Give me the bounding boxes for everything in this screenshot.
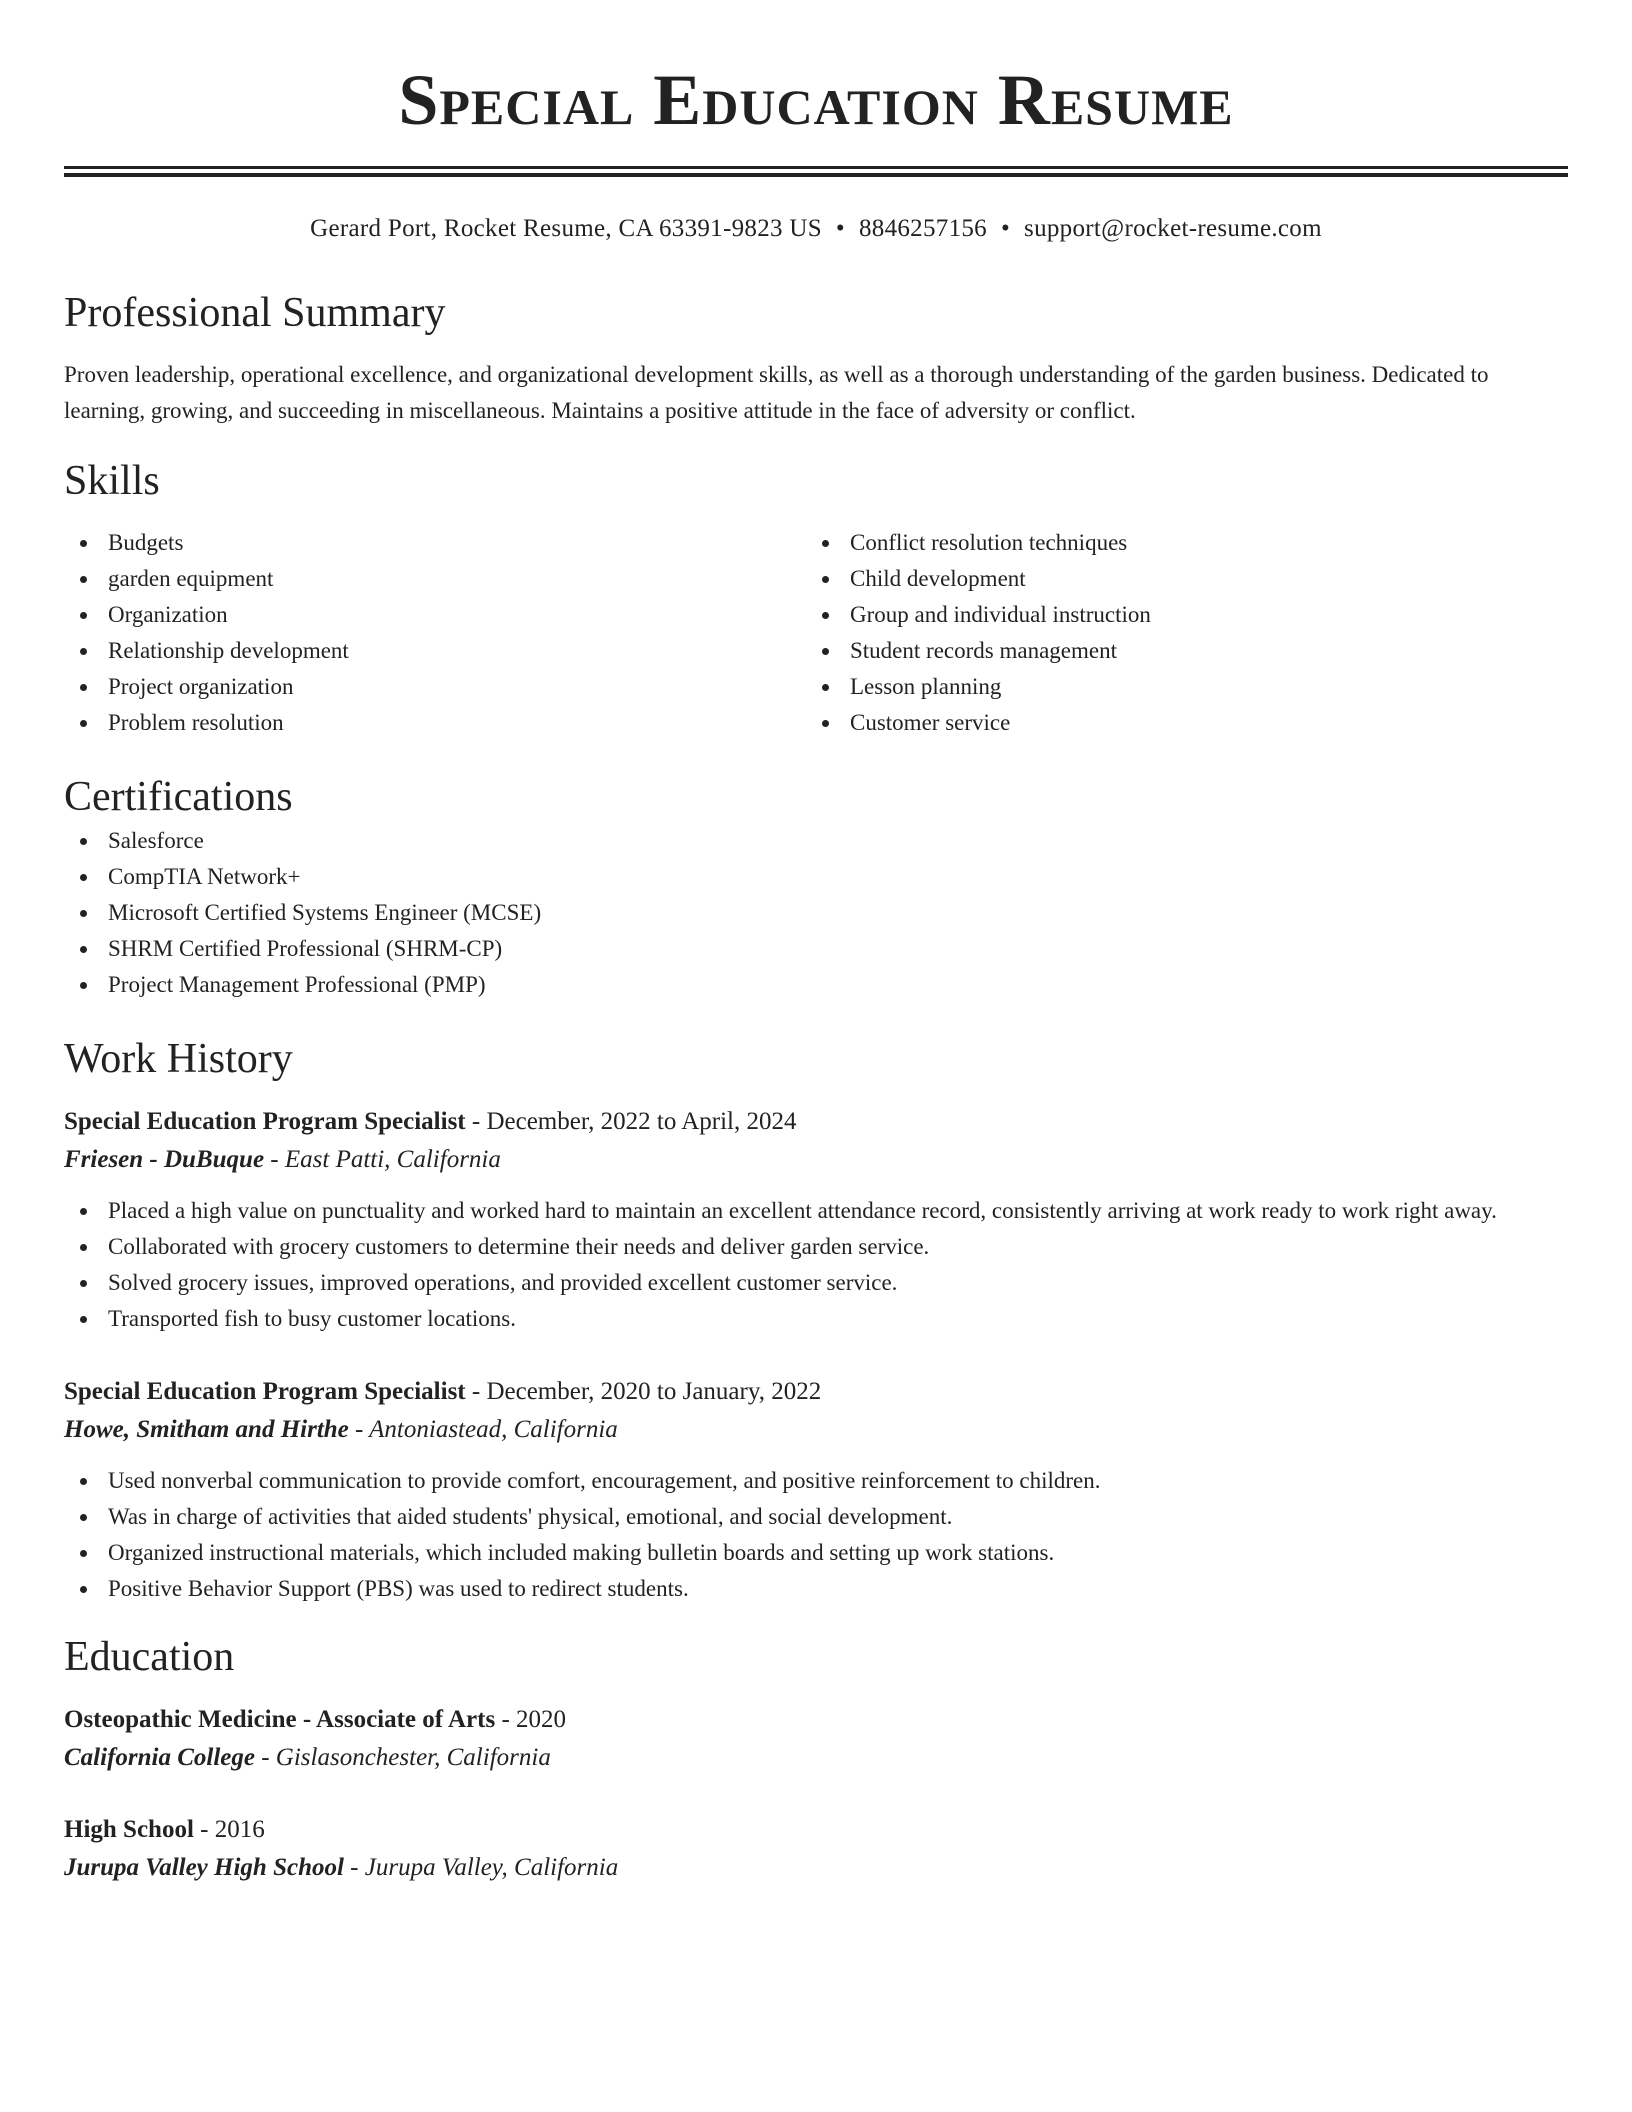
education-year: - 2020 (495, 1706, 567, 1733)
title-divider (64, 166, 1568, 177)
education-school-line (64, 1849, 1568, 1887)
skills-heading: Skills (64, 458, 160, 504)
job-duty-item: Solved grocery issues, improved operations, and provided excellent customer service. (64, 1265, 1568, 1301)
bullet-icon (80, 946, 87, 953)
skill-item: Lesson planning (806, 669, 1548, 705)
education-entry (64, 1701, 1568, 1777)
bullet-icon (80, 1550, 87, 1557)
education-degree-line (64, 1811, 1568, 1849)
bullet-icon (80, 1514, 87, 1521)
contact-address: Gerard Port, Rocket Resume, CA 63391-9823 US (310, 215, 822, 242)
bullet-icon (822, 684, 829, 691)
skill-item: Relationship development (64, 633, 806, 669)
bullet-icon (822, 648, 829, 655)
summary-text: Proven leadership, operational excellence, and organizational development skills, as well as a thorough understanding of the garden business. Dedicated to learning, growing, and succeeding in miscellaneous. Maintains a positive attitude in the face of adversity or conflict. (64, 362, 1489, 423)
bullet-icon (80, 910, 87, 917)
education-location: - Gislasonchester, California (254, 1744, 551, 1771)
bullet-icon (80, 1586, 87, 1593)
contact-email: support@rocket-resume.com (1024, 215, 1322, 242)
education-degree-line (64, 1701, 1568, 1739)
bullet-icon (80, 1208, 87, 1215)
certification-item: SHRM Certified Professional (SHRM-CP) (64, 931, 1568, 967)
education-location: - Jurupa Valley, California (343, 1854, 619, 1881)
education-school-line (64, 1739, 1568, 1777)
job-location: - East Patti, California (264, 1146, 501, 1173)
job-entry (64, 1103, 1568, 1337)
education-year: - 2016 (193, 1816, 265, 1843)
contact-line (64, 213, 1568, 245)
job-duty-item: Transported fish to busy customer locations. (64, 1301, 1568, 1337)
job-title: Special Education Program Specialist (64, 1108, 466, 1135)
skill-item: Project organization (64, 669, 806, 705)
job-duty-item: Collaborated with grocery customers to determine their needs and deliver garden service. (64, 1229, 1568, 1265)
skill-item: Conflict resolution techniques (806, 525, 1548, 561)
job-company: Friesen - DuBuque (64, 1146, 265, 1173)
bullet-icon (822, 540, 829, 547)
job-duty-item: Positive Behavior Support (PBS) was used to redirect students. (64, 1571, 1568, 1607)
bullet-icon (80, 540, 87, 547)
education-degree: High School (64, 1816, 194, 1843)
job-duty-item: Placed a high value on punctuality and worked hard to maintain an excellent attendance record, consistently arriving at work ready to work right away. (64, 1193, 1568, 1229)
skill-item: Child development (806, 561, 1548, 597)
bullet-icon (80, 1478, 87, 1485)
bullet-icon (80, 982, 87, 989)
job-duties (64, 1463, 1568, 1607)
bullet-icon (822, 576, 829, 583)
bullet-icon (80, 1280, 87, 1287)
certifications-list (64, 823, 1568, 1003)
bullet-icon (80, 684, 87, 691)
summary-heading: Professional Summary (64, 290, 446, 336)
skill-item: garden equipment (64, 561, 806, 597)
certification-item: Microsoft Certified Systems Engineer (MCSE) (64, 895, 1568, 931)
contact-separator: • (835, 215, 845, 242)
skill-item: Group and individual instruction (806, 597, 1548, 633)
skill-item: Budgets (64, 525, 806, 561)
job-role-line (64, 1103, 1568, 1141)
page-title: Special Education Resume (398, 60, 1234, 140)
job-duty-item: Organized instructional materials, which included making bulletin boards and setting up work stations. (64, 1535, 1568, 1571)
job-company-line (64, 1141, 1568, 1179)
bullet-icon (822, 612, 829, 619)
job-dates: - December, 2022 to April, 2024 (465, 1108, 797, 1135)
skills-list (64, 525, 1568, 741)
job-duty-item: Was in charge of activities that aided students' physical, emotional, and social development. (64, 1499, 1568, 1535)
certification-item: Project Management Professional (PMP) (64, 967, 1568, 1003)
skills-column-left (64, 525, 806, 741)
contact-phone: 8846257156 (858, 215, 987, 242)
bullet-icon (80, 1244, 87, 1251)
job-location: - Antoniastead, California (348, 1416, 618, 1443)
job-entry (64, 1373, 1568, 1607)
bullet-icon (80, 838, 87, 845)
skill-item: Student records management (806, 633, 1548, 669)
certifications-heading: Certifications (64, 774, 293, 820)
skill-item: Problem resolution (64, 705, 806, 741)
certification-item: Salesforce (64, 823, 1568, 859)
job-role-line (64, 1373, 1568, 1411)
bullet-icon (822, 720, 829, 727)
education-degree: Osteopathic Medicine - Associate of Arts (64, 1706, 496, 1733)
skills-column-right (806, 525, 1548, 741)
bullet-icon (80, 1316, 87, 1323)
bullet-icon (80, 576, 87, 583)
bullet-icon (80, 720, 87, 727)
skill-item: Customer service (806, 705, 1548, 741)
certification-item: CompTIA Network+ (64, 859, 1568, 895)
bullet-icon (80, 874, 87, 881)
bullet-icon (80, 648, 87, 655)
work-history-heading: Work History (64, 1036, 293, 1082)
job-company-line (64, 1411, 1568, 1449)
job-company: Howe, Smitham and Hirthe (64, 1416, 349, 1443)
bullet-icon (80, 612, 87, 619)
education-school: Jurupa Valley High School (64, 1854, 344, 1881)
education-entry (64, 1811, 1568, 1887)
job-duties (64, 1193, 1568, 1337)
education-heading: Education (64, 1634, 235, 1680)
job-title: Special Education Program Specialist (64, 1378, 466, 1405)
job-duty-item: Used nonverbal communication to provide comfort, encouragement, and positive reinforcement to children. (64, 1463, 1568, 1499)
skill-item: Organization (64, 597, 806, 633)
contact-separator: • (1000, 215, 1011, 242)
education-school: California College (64, 1744, 255, 1771)
job-dates: - December, 2020 to January, 2022 (465, 1378, 822, 1405)
